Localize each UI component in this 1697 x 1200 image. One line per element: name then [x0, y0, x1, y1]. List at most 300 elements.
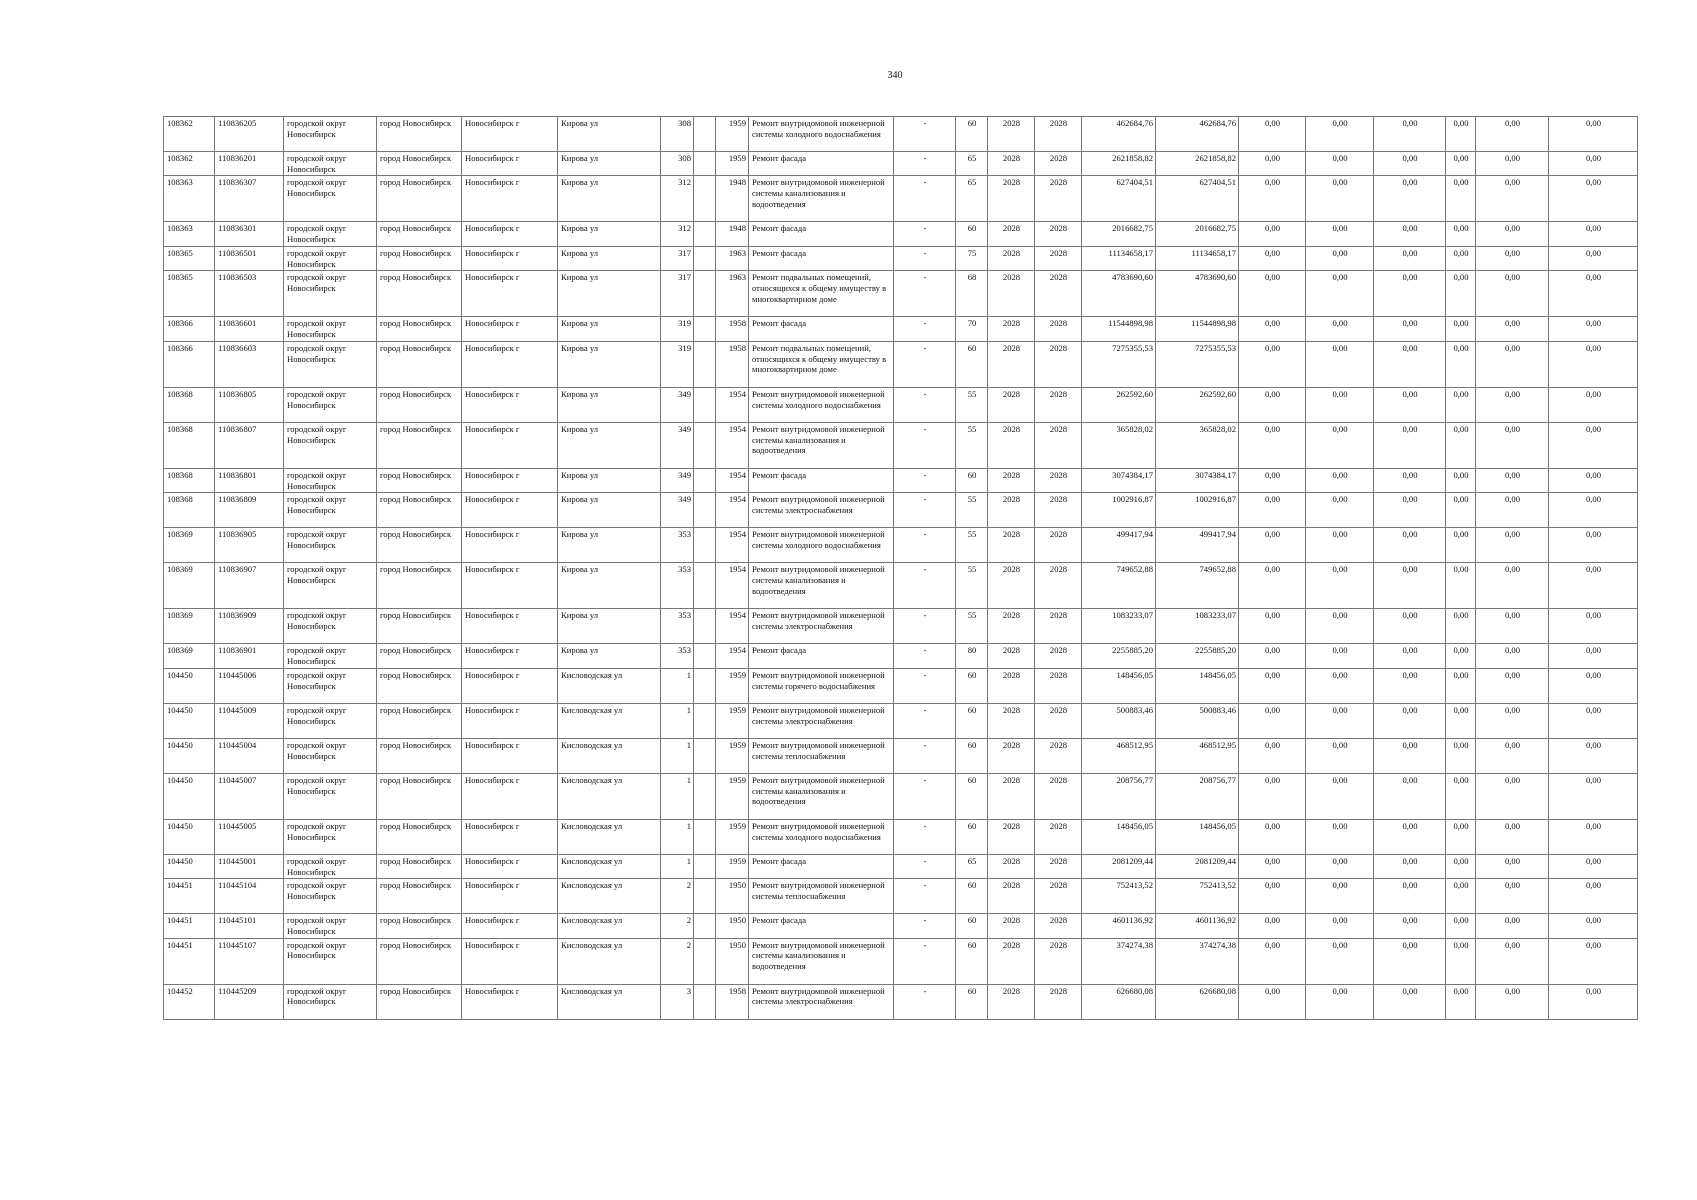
house-number-cell: 2: [661, 879, 694, 914]
building-cell: [694, 493, 716, 528]
fund-cell-6: 0,00: [1549, 819, 1638, 854]
fund-cell-2: 0,00: [1306, 854, 1374, 878]
plan-year-end-cell: 2028: [1035, 984, 1082, 1019]
plan-year-start-cell: 2028: [988, 563, 1035, 609]
work-id-cell: 110836601: [215, 317, 284, 341]
build-year-cell: 1959: [716, 738, 749, 773]
municipal-district-cell: городской округ Новосибирск: [284, 703, 377, 738]
settlement-cell: город Новосибирск: [377, 317, 462, 341]
fund-cell-5: 0,00: [1476, 387, 1549, 422]
city-cell: Новосибирск г: [462, 387, 558, 422]
build-year-cell: 1958: [716, 984, 749, 1019]
fund-cell-2: 0,00: [1306, 668, 1374, 703]
fund-cell-3: 0,00: [1374, 341, 1446, 387]
wear-percent-cell: 55: [956, 528, 988, 563]
house-number-cell: 1: [661, 819, 694, 854]
table-row: [164, 773, 1638, 819]
house-number-cell: 2: [661, 914, 694, 938]
wear-percent-cell: 68: [956, 271, 988, 317]
table-row: [164, 493, 1638, 528]
house-number-cell: 349: [661, 422, 694, 468]
house-number-cell: 353: [661, 563, 694, 609]
settlement-cell: город Новосибирск: [377, 609, 462, 644]
plan-year-start-cell: 2028: [988, 152, 1035, 176]
fund-cell-3: 0,00: [1374, 222, 1446, 246]
work-type-cell: Ремонт фасада: [749, 246, 894, 270]
house-id-cell: 108366: [164, 317, 215, 341]
fund-cell-4: 0,00: [1446, 609, 1476, 644]
cost-cell: 1002916,87: [1156, 493, 1239, 528]
street-cell: Кирова ул: [558, 644, 661, 668]
house-id-cell: 104450: [164, 703, 215, 738]
wear-percent-cell: 60: [956, 914, 988, 938]
dash-cell: -: [894, 773, 956, 819]
settlement-cell: город Новосибирск: [377, 984, 462, 1019]
plan-year-start-cell: 2028: [988, 341, 1035, 387]
municipal-district-cell: городской округ Новосибирск: [284, 938, 377, 984]
fund-cell-6: 0,00: [1549, 609, 1638, 644]
plan-year-start-cell: 2028: [988, 773, 1035, 819]
fund-cell-6: 0,00: [1549, 563, 1638, 609]
building-cell: [694, 422, 716, 468]
build-year-cell: 1958: [716, 341, 749, 387]
total-cost-cell: 148456,05: [1082, 668, 1156, 703]
fund-cell-4: 0,00: [1446, 984, 1476, 1019]
settlement-cell: город Новосибирск: [377, 914, 462, 938]
plan-year-start-cell: 2028: [988, 644, 1035, 668]
fund-cell-2: 0,00: [1306, 773, 1374, 819]
wear-percent-cell: 60: [956, 738, 988, 773]
house-number-cell: 1: [661, 703, 694, 738]
build-year-cell: 1959: [716, 854, 749, 878]
street-cell: Кисловодская ул: [558, 854, 661, 878]
house-id-cell: 108368: [164, 387, 215, 422]
table-row: [164, 703, 1638, 738]
fund-cell-2: 0,00: [1306, 222, 1374, 246]
build-year-cell: 1959: [716, 668, 749, 703]
street-cell: Кисловодская ул: [558, 938, 661, 984]
work-id-cell: 110445104: [215, 879, 284, 914]
work-id-cell: 110836603: [215, 341, 284, 387]
work-type-cell: Ремонт фасада: [749, 914, 894, 938]
fund-cell-5: 0,00: [1476, 644, 1549, 668]
plan-year-end-cell: 2028: [1035, 528, 1082, 563]
work-type-cell: Ремонт фасада: [749, 854, 894, 878]
street-cell: Кирова ул: [558, 222, 661, 246]
house-number-cell: 308: [661, 117, 694, 152]
city-cell: Новосибирск г: [462, 879, 558, 914]
total-cost-cell: 11134658,17: [1082, 246, 1156, 270]
fund-cell-2: 0,00: [1306, 703, 1374, 738]
fund-cell-5: 0,00: [1476, 914, 1549, 938]
settlement-cell: город Новосибирск: [377, 854, 462, 878]
municipal-district-cell: городской округ Новосибирск: [284, 317, 377, 341]
table-row: [164, 609, 1638, 644]
house-id-cell: 108362: [164, 152, 215, 176]
table-row: [164, 563, 1638, 609]
house-id-cell: 108368: [164, 493, 215, 528]
work-type-cell: Ремонт внутридомовой инженерной системы теплоснабжения: [749, 738, 894, 773]
cost-cell: 1083233,07: [1156, 609, 1239, 644]
city-cell: Новосибирск г: [462, 317, 558, 341]
city-cell: Новосибирск г: [462, 609, 558, 644]
build-year-cell: 1954: [716, 528, 749, 563]
table-row: [164, 117, 1638, 152]
settlement-cell: город Новосибирск: [377, 246, 462, 270]
fund-cell-1: 0,00: [1239, 773, 1306, 819]
work-type-cell: Ремонт фасада: [749, 468, 894, 492]
settlement-cell: город Новосибирск: [377, 819, 462, 854]
total-cost-cell: 262592,60: [1082, 387, 1156, 422]
fund-cell-6: 0,00: [1549, 854, 1638, 878]
fund-cell-1: 0,00: [1239, 563, 1306, 609]
settlement-cell: город Новосибирск: [377, 703, 462, 738]
build-year-cell: 1954: [716, 468, 749, 492]
table-row: [164, 387, 1638, 422]
table-row: [164, 528, 1638, 563]
cost-cell: 462684,76: [1156, 117, 1239, 152]
cost-cell: 262592,60: [1156, 387, 1239, 422]
work-id-cell: 110836807: [215, 422, 284, 468]
fund-cell-2: 0,00: [1306, 468, 1374, 492]
work-id-cell: 110836801: [215, 468, 284, 492]
fund-cell-2: 0,00: [1306, 271, 1374, 317]
street-cell: Кирова ул: [558, 176, 661, 222]
city-cell: Новосибирск г: [462, 152, 558, 176]
wear-percent-cell: 65: [956, 152, 988, 176]
plan-year-start-cell: 2028: [988, 938, 1035, 984]
fund-cell-2: 0,00: [1306, 938, 1374, 984]
total-cost-cell: 627404,51: [1082, 176, 1156, 222]
plan-year-end-cell: 2028: [1035, 914, 1082, 938]
work-id-cell: 110836909: [215, 609, 284, 644]
fund-cell-1: 0,00: [1239, 984, 1306, 1019]
municipal-district-cell: городской округ Новосибирск: [284, 854, 377, 878]
municipal-district-cell: городской округ Новосибирск: [284, 738, 377, 773]
fund-cell-4: 0,00: [1446, 879, 1476, 914]
build-year-cell: 1950: [716, 914, 749, 938]
fund-cell-6: 0,00: [1549, 468, 1638, 492]
building-cell: [694, 468, 716, 492]
table-row: [164, 819, 1638, 854]
plan-year-end-cell: 2028: [1035, 422, 1082, 468]
fund-cell-4: 0,00: [1446, 317, 1476, 341]
build-year-cell: 1959: [716, 703, 749, 738]
fund-cell-2: 0,00: [1306, 738, 1374, 773]
dash-cell: -: [894, 152, 956, 176]
fund-cell-2: 0,00: [1306, 422, 1374, 468]
total-cost-cell: 365828,02: [1082, 422, 1156, 468]
house-id-cell: 104452: [164, 984, 215, 1019]
building-cell: [694, 563, 716, 609]
fund-cell-5: 0,00: [1476, 176, 1549, 222]
build-year-cell: 1954: [716, 422, 749, 468]
wear-percent-cell: 65: [956, 176, 988, 222]
fund-cell-2: 0,00: [1306, 246, 1374, 270]
plan-year-start-cell: 2028: [988, 668, 1035, 703]
wear-percent-cell: 60: [956, 773, 988, 819]
settlement-cell: город Новосибирск: [377, 879, 462, 914]
fund-cell-4: 0,00: [1446, 468, 1476, 492]
work-type-cell: Ремонт внутридомовой инженерной системы канализования и водоотведения: [749, 773, 894, 819]
dash-cell: -: [894, 528, 956, 563]
work-type-cell: Ремонт внутридомовой инженерной системы канализования и водоотведения: [749, 563, 894, 609]
fund-cell-6: 0,00: [1549, 176, 1638, 222]
house-number-cell: 3: [661, 984, 694, 1019]
fund-cell-2: 0,00: [1306, 819, 1374, 854]
fund-cell-2: 0,00: [1306, 152, 1374, 176]
total-cost-cell: 3074384,17: [1082, 468, 1156, 492]
work-id-cell: 110836907: [215, 563, 284, 609]
plan-year-start-cell: 2028: [988, 493, 1035, 528]
municipal-district-cell: городской округ Новосибирск: [284, 341, 377, 387]
municipal-district-cell: городской округ Новосибирск: [284, 609, 377, 644]
table-row: [164, 668, 1638, 703]
work-type-cell: Ремонт фасада: [749, 644, 894, 668]
fund-cell-3: 0,00: [1374, 984, 1446, 1019]
fund-cell-2: 0,00: [1306, 317, 1374, 341]
cost-cell: 11134658,17: [1156, 246, 1239, 270]
work-id-cell: 110445101: [215, 914, 284, 938]
fund-cell-6: 0,00: [1549, 152, 1638, 176]
build-year-cell: 1950: [716, 879, 749, 914]
dash-cell: -: [894, 563, 956, 609]
city-cell: Новосибирск г: [462, 703, 558, 738]
street-cell: Кисловодская ул: [558, 914, 661, 938]
build-year-cell: 1948: [716, 222, 749, 246]
fund-cell-2: 0,00: [1306, 387, 1374, 422]
total-cost-cell: 749652,88: [1082, 563, 1156, 609]
city-cell: Новосибирск г: [462, 668, 558, 703]
fund-cell-3: 0,00: [1374, 317, 1446, 341]
fund-cell-5: 0,00: [1476, 984, 1549, 1019]
fund-cell-5: 0,00: [1476, 152, 1549, 176]
total-cost-cell: 752413,52: [1082, 879, 1156, 914]
fund-cell-6: 0,00: [1549, 117, 1638, 152]
city-cell: Новосибирск г: [462, 176, 558, 222]
fund-cell-5: 0,00: [1476, 609, 1549, 644]
cost-cell: 374274,38: [1156, 938, 1239, 984]
settlement-cell: город Новосибирск: [377, 668, 462, 703]
settlement-cell: город Новосибирск: [377, 271, 462, 317]
fund-cell-6: 0,00: [1549, 341, 1638, 387]
house-id-cell: 104451: [164, 938, 215, 984]
building-cell: [694, 246, 716, 270]
wear-percent-cell: 60: [956, 984, 988, 1019]
work-type-cell: Ремонт фасада: [749, 152, 894, 176]
fund-cell-1: 0,00: [1239, 341, 1306, 387]
house-id-cell: 108369: [164, 609, 215, 644]
building-cell: [694, 528, 716, 563]
house-number-cell: 349: [661, 493, 694, 528]
plan-year-start-cell: 2028: [988, 117, 1035, 152]
fund-cell-4: 0,00: [1446, 854, 1476, 878]
build-year-cell: 1959: [716, 152, 749, 176]
house-number-cell: 1: [661, 854, 694, 878]
work-id-cell: 110445009: [215, 703, 284, 738]
fund-cell-1: 0,00: [1239, 914, 1306, 938]
fund-cell-6: 0,00: [1549, 387, 1638, 422]
fund-cell-3: 0,00: [1374, 422, 1446, 468]
wear-percent-cell: 55: [956, 563, 988, 609]
city-cell: Новосибирск г: [462, 644, 558, 668]
plan-year-end-cell: 2028: [1035, 609, 1082, 644]
fund-cell-4: 0,00: [1446, 773, 1476, 819]
street-cell: Кирова ул: [558, 609, 661, 644]
building-cell: [694, 387, 716, 422]
street-cell: Кирова ул: [558, 271, 661, 317]
dash-cell: -: [894, 493, 956, 528]
building-cell: [694, 271, 716, 317]
municipal-district-cell: городской округ Новосибирск: [284, 819, 377, 854]
build-year-cell: 1954: [716, 609, 749, 644]
municipal-district-cell: городской округ Новосибирск: [284, 222, 377, 246]
plan-year-start-cell: 2028: [988, 914, 1035, 938]
fund-cell-3: 0,00: [1374, 914, 1446, 938]
work-type-cell: Ремонт внутридомовой инженерной системы холодного водоснабжения: [749, 117, 894, 152]
plan-year-end-cell: 2028: [1035, 819, 1082, 854]
wear-percent-cell: 60: [956, 938, 988, 984]
building-cell: [694, 152, 716, 176]
fund-cell-4: 0,00: [1446, 341, 1476, 387]
dash-cell: -: [894, 117, 956, 152]
work-id-cell: 110445007: [215, 773, 284, 819]
dash-cell: -: [894, 854, 956, 878]
work-type-cell: Ремонт фасада: [749, 222, 894, 246]
dash-cell: -: [894, 879, 956, 914]
house-number-cell: 1: [661, 668, 694, 703]
total-cost-cell: 7275355,53: [1082, 341, 1156, 387]
building-cell: [694, 738, 716, 773]
fund-cell-3: 0,00: [1374, 152, 1446, 176]
street-cell: Кисловодская ул: [558, 738, 661, 773]
cost-cell: 627404,51: [1156, 176, 1239, 222]
municipal-district-cell: городской округ Новосибирск: [284, 493, 377, 528]
fund-cell-3: 0,00: [1374, 738, 1446, 773]
work-id-cell: 110836503: [215, 271, 284, 317]
build-year-cell: 1948: [716, 176, 749, 222]
fund-cell-3: 0,00: [1374, 271, 1446, 317]
house-id-cell: 104450: [164, 738, 215, 773]
fund-cell-5: 0,00: [1476, 493, 1549, 528]
plan-year-start-cell: 2028: [988, 222, 1035, 246]
fund-cell-1: 0,00: [1239, 468, 1306, 492]
fund-cell-1: 0,00: [1239, 493, 1306, 528]
fund-cell-2: 0,00: [1306, 609, 1374, 644]
build-year-cell: 1959: [716, 773, 749, 819]
dash-cell: -: [894, 914, 956, 938]
dash-cell: -: [894, 422, 956, 468]
fund-cell-2: 0,00: [1306, 528, 1374, 563]
municipal-district-cell: городской округ Новосибирск: [284, 773, 377, 819]
work-type-cell: Ремонт подвальных помещений, относящихся к общему имуществу в многоквартирном доме: [749, 271, 894, 317]
street-cell: Кирова ул: [558, 563, 661, 609]
plan-year-end-cell: 2028: [1035, 563, 1082, 609]
dash-cell: -: [894, 703, 956, 738]
fund-cell-1: 0,00: [1239, 422, 1306, 468]
plan-year-start-cell: 2028: [988, 528, 1035, 563]
work-type-cell: Ремонт внутридомовой инженерной системы электроснабжения: [749, 609, 894, 644]
plan-year-start-cell: 2028: [988, 703, 1035, 738]
work-type-cell: Ремонт внутридомовой инженерной системы канализования и водоотведения: [749, 422, 894, 468]
cost-cell: 2255885,20: [1156, 644, 1239, 668]
dash-cell: -: [894, 317, 956, 341]
total-cost-cell: 2016682,75: [1082, 222, 1156, 246]
total-cost-cell: 499417,94: [1082, 528, 1156, 563]
fund-cell-1: 0,00: [1239, 117, 1306, 152]
street-cell: Кирова ул: [558, 152, 661, 176]
capital-repair-table: [163, 116, 1638, 1020]
building-cell: [694, 703, 716, 738]
city-cell: Новосибирск г: [462, 468, 558, 492]
city-cell: Новосибирск г: [462, 246, 558, 270]
fund-cell-1: 0,00: [1239, 271, 1306, 317]
wear-percent-cell: 60: [956, 222, 988, 246]
fund-cell-3: 0,00: [1374, 246, 1446, 270]
building-cell: [694, 176, 716, 222]
fund-cell-6: 0,00: [1549, 644, 1638, 668]
plan-year-end-cell: 2028: [1035, 222, 1082, 246]
dash-cell: -: [894, 271, 956, 317]
fund-cell-5: 0,00: [1476, 773, 1549, 819]
house-id-cell: 108368: [164, 468, 215, 492]
work-type-cell: Ремонт подвальных помещений, относящихся к общему имуществу в многоквартирном доме: [749, 341, 894, 387]
total-cost-cell: 4601136,92: [1082, 914, 1156, 938]
fund-cell-4: 0,00: [1446, 176, 1476, 222]
plan-year-start-cell: 2028: [988, 879, 1035, 914]
total-cost-cell: 500883,46: [1082, 703, 1156, 738]
city-cell: Новосибирск г: [462, 422, 558, 468]
city-cell: Новосибирск г: [462, 493, 558, 528]
fund-cell-2: 0,00: [1306, 914, 1374, 938]
fund-cell-4: 0,00: [1446, 644, 1476, 668]
building-cell: [694, 914, 716, 938]
street-cell: Кисловодская ул: [558, 668, 661, 703]
fund-cell-5: 0,00: [1476, 938, 1549, 984]
settlement-cell: город Новосибирск: [377, 644, 462, 668]
wear-percent-cell: 60: [956, 341, 988, 387]
street-cell: Кисловодская ул: [558, 703, 661, 738]
wear-percent-cell: 55: [956, 609, 988, 644]
plan-year-end-cell: 2028: [1035, 317, 1082, 341]
wear-percent-cell: 75: [956, 246, 988, 270]
fund-cell-2: 0,00: [1306, 341, 1374, 387]
table-row: [164, 246, 1638, 270]
street-cell: Кирова ул: [558, 246, 661, 270]
fund-cell-5: 0,00: [1476, 819, 1549, 854]
table-row: [164, 914, 1638, 938]
plan-year-end-cell: 2028: [1035, 117, 1082, 152]
building-cell: [694, 773, 716, 819]
house-id-cell: 108369: [164, 563, 215, 609]
street-cell: Кирова ул: [558, 117, 661, 152]
plan-year-start-cell: 2028: [988, 854, 1035, 878]
settlement-cell: город Новосибирск: [377, 222, 462, 246]
fund-cell-2: 0,00: [1306, 644, 1374, 668]
house-number-cell: 353: [661, 609, 694, 644]
plan-year-start-cell: 2028: [988, 422, 1035, 468]
wear-percent-cell: 60: [956, 879, 988, 914]
total-cost-cell: 11544898,98: [1082, 317, 1156, 341]
fund-cell-2: 0,00: [1306, 176, 1374, 222]
building-cell: [694, 317, 716, 341]
street-cell: Кирова ул: [558, 468, 661, 492]
fund-cell-4: 0,00: [1446, 422, 1476, 468]
building-cell: [694, 879, 716, 914]
work-id-cell: 110836501: [215, 246, 284, 270]
house-number-cell: 1: [661, 773, 694, 819]
fund-cell-5: 0,00: [1476, 854, 1549, 878]
